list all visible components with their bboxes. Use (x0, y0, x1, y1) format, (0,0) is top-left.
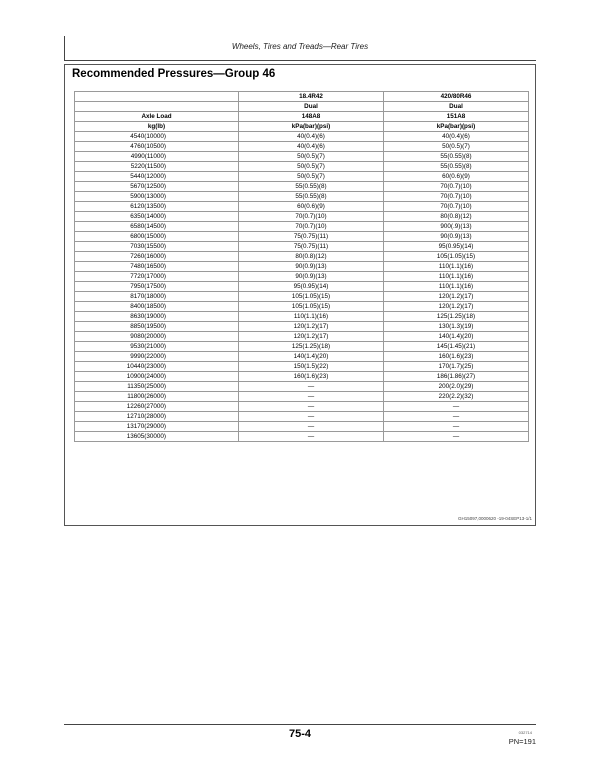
table-header-cell: kPa(bar)(psi) (239, 122, 384, 132)
pressure-cell: 125(1.25)(18) (384, 312, 529, 322)
axle-load-cell: 4540(10000) (75, 132, 239, 142)
table-row (75, 422, 529, 432)
table-header-row (75, 102, 529, 112)
pressure-cell: — (239, 422, 384, 432)
axle-load-cell: 9990(22000) (75, 352, 239, 362)
table-row (75, 182, 529, 192)
pressure-cell: 60(0.6)(9) (384, 172, 529, 182)
table-header-cell: 18.4R42 (239, 92, 384, 102)
pressure-cell: — (384, 402, 529, 412)
table-row (75, 172, 529, 182)
table-row (75, 312, 529, 322)
table-header-row (75, 112, 529, 122)
pressure-cell: 140(1.4)(20) (384, 332, 529, 342)
pressure-cell: 120(1.2)(17) (239, 322, 384, 332)
pressure-cell: 50(0.5)(7) (239, 152, 384, 162)
page-number: 75-4 (288, 728, 312, 740)
pressure-cell: 55(0.55)(8) (239, 192, 384, 202)
pressure-table (74, 91, 529, 442)
axle-load-cell: 7260(16000) (75, 252, 239, 262)
pressure-cell: 60(0.6)(9) (239, 202, 384, 212)
table-row (75, 302, 529, 312)
pressure-cell: 120(1.2)(17) (239, 332, 384, 342)
table-row (75, 212, 529, 222)
table-row (75, 232, 529, 242)
table-row (75, 192, 529, 202)
axle-load-cell: 9080(20000) (75, 332, 239, 342)
pressure-cell: 80(0.8)(12) (384, 212, 529, 222)
pressure-cell: 80(0.8)(12) (239, 252, 384, 262)
table-row (75, 222, 529, 232)
pressure-cell: 50(0.5)(7) (239, 162, 384, 172)
table-header-cell: 420/80R46 (384, 92, 529, 102)
table-row (75, 322, 529, 332)
axle-load-cell: 7480(16500) (75, 262, 239, 272)
axle-load-cell: 8170(18000) (75, 292, 239, 302)
table-row (75, 142, 529, 152)
pressure-cell: — (239, 382, 384, 392)
footer-pn: PN=191 (508, 737, 536, 746)
pressure-cell: 120(1.2)(17) (384, 302, 529, 312)
pressure-cell: 75(0.75)(11) (239, 242, 384, 252)
pressure-cell: 170(1.7)(25) (384, 362, 529, 372)
pressure-cell: 90(0.9)(13) (239, 272, 384, 282)
pressure-cell: 110(1.1)(16) (239, 312, 384, 322)
table-header-row (75, 92, 529, 102)
footer-date-code: 032714 (518, 730, 532, 735)
table-header-cell (75, 92, 239, 102)
table-row (75, 242, 529, 252)
pressure-cell: 130(1.3)(19) (384, 322, 529, 332)
pressure-cell: 160(1.6)(23) (384, 352, 529, 362)
table-header-cell (75, 102, 239, 112)
table-row (75, 272, 529, 282)
pressure-cell: 70(0.7)(10) (239, 222, 384, 232)
table-header-cell: Dual (384, 102, 529, 112)
table-row (75, 332, 529, 342)
pressure-cell: — (384, 432, 529, 442)
table-row (75, 412, 529, 422)
table-row (75, 292, 529, 302)
pressure-cell: 70(0.7)(10) (384, 182, 529, 192)
pressure-cell: 55(0.55)(8) (384, 152, 529, 162)
table-header-cell: Dual (239, 102, 384, 112)
pressure-cell: 110(1.1)(16) (384, 282, 529, 292)
table-header-cell: kPa(bar)(psi) (384, 122, 529, 132)
table-row (75, 262, 529, 272)
table-row (75, 202, 529, 212)
axle-load-cell: 6580(14500) (75, 222, 239, 232)
table-header-cell: Axle Load (75, 112, 239, 122)
pressure-cell: 70(0.7)(10) (384, 192, 529, 202)
pressure-cell: 90(0.9)(13) (239, 262, 384, 272)
table-header-row (75, 122, 529, 132)
table-row (75, 132, 529, 142)
pressure-cell: 220(2.2)(32) (384, 392, 529, 402)
axle-load-cell: 4760(10500) (75, 142, 239, 152)
axle-load-cell: 6120(13500) (75, 202, 239, 212)
pressure-cell: 55(0.55)(8) (239, 182, 384, 192)
pressure-cell: 140(1.4)(20) (239, 352, 384, 362)
pressure-cell: 95(0.95)(14) (384, 242, 529, 252)
axle-load-cell: 5670(12500) (75, 182, 239, 192)
axle-load-cell: 6800(15000) (75, 232, 239, 242)
pressure-cell: 200(2.0)(29) (384, 382, 529, 392)
pressure-cell: 145(1.45)(21) (384, 342, 529, 352)
pressure-cell: 95(0.95)(14) (239, 282, 384, 292)
axle-load-cell: 13170(29000) (75, 422, 239, 432)
axle-load-cell: 8850(19500) (75, 322, 239, 332)
axle-load-cell: 7030(15500) (75, 242, 239, 252)
pressure-cell: 186(1.86)(27) (384, 372, 529, 382)
pressure-cell: 75(0.75)(11) (239, 232, 384, 242)
axle-load-cell: 11800(26000) (75, 392, 239, 402)
axle-load-cell: 5900(13000) (75, 192, 239, 202)
axle-load-cell: 10900(24000) (75, 372, 239, 382)
axle-load-cell: 4990(11000) (75, 152, 239, 162)
pressure-cell: 105(1.05)(15) (239, 302, 384, 312)
pressure-cell: 110(1.1)(16) (384, 272, 529, 282)
pressure-cell: 125(1.25)(18) (239, 342, 384, 352)
axle-load-cell: 13605(30000) (75, 432, 239, 442)
pressure-cell: — (239, 402, 384, 412)
pressure-cell: 110(1.1)(16) (384, 262, 529, 272)
axle-load-cell: 12710(28000) (75, 412, 239, 422)
axle-load-cell: 12260(27000) (75, 402, 239, 412)
axle-load-cell: 11350(25000) (75, 382, 239, 392)
table-row (75, 372, 529, 382)
table-header-cell: kg(lb) (75, 122, 239, 132)
section-title: Recommended Pressures—Group 46 (72, 68, 276, 80)
table-row (75, 362, 529, 372)
axle-load-cell: 6350(14000) (75, 212, 239, 222)
pressure-cell: 105(1.05)(15) (384, 252, 529, 262)
pressure-table-body (75, 92, 529, 442)
table-row (75, 252, 529, 262)
axle-load-cell: 10440(23000) (75, 362, 239, 372)
pressure-cell: 50(0.5)(7) (239, 172, 384, 182)
pressure-cell: 900(.9)(13) (384, 222, 529, 232)
table-row (75, 282, 529, 292)
pressure-cell: 55(0.55)(8) (384, 162, 529, 172)
pressure-cell: 50(0.5)(7) (384, 142, 529, 152)
table-row (75, 352, 529, 362)
header-rule (64, 60, 536, 61)
pressure-cell: 160(1.6)(23) (239, 372, 384, 382)
table-header-cell: 151A8 (384, 112, 529, 122)
pressure-cell: — (384, 412, 529, 422)
page-header-title: Wheels, Tires and Treads—Rear Tires (231, 42, 369, 51)
axle-load-cell: 8630(19000) (75, 312, 239, 322)
table-row (75, 392, 529, 402)
pressure-cell: — (239, 412, 384, 422)
table-row (75, 382, 529, 392)
axle-load-cell: 7720(17000) (75, 272, 239, 282)
table-row (75, 152, 529, 162)
axle-load-cell: 9530(21000) (75, 342, 239, 352)
table-header-cell: 148A8 (239, 112, 384, 122)
pressure-cell: — (239, 392, 384, 402)
pressure-cell: — (239, 432, 384, 442)
axle-load-cell: 5440(12000) (75, 172, 239, 182)
pressure-cell: 40(0.4)(6) (239, 142, 384, 152)
pressure-cell: 70(0.7)(10) (384, 202, 529, 212)
pressure-cell: 150(1.5)(22) (239, 362, 384, 372)
table-row (75, 342, 529, 352)
pressure-cell: 90(0.9)(13) (384, 232, 529, 242)
pressure-cell: — (384, 422, 529, 432)
axle-load-cell: 8400(18500) (75, 302, 239, 312)
footer-rule (64, 724, 536, 725)
axle-load-cell: 7950(17500) (75, 282, 239, 292)
pressure-cell: 40(0.4)(6) (239, 132, 384, 142)
pressure-cell: 70(0.7)(10) (239, 212, 384, 222)
axle-load-cell: 5220(11500) (75, 162, 239, 172)
table-row (75, 432, 529, 442)
table-row (75, 162, 529, 172)
table-row (75, 402, 529, 412)
pressure-cell: 40(0.4)(6) (384, 132, 529, 142)
doc-reference-code: GH15097,0000620 -19-04SEP13-1/1 (457, 516, 532, 521)
pressure-cell: 105(1.05)(15) (239, 292, 384, 302)
pressure-cell: 120(1.2)(17) (384, 292, 529, 302)
